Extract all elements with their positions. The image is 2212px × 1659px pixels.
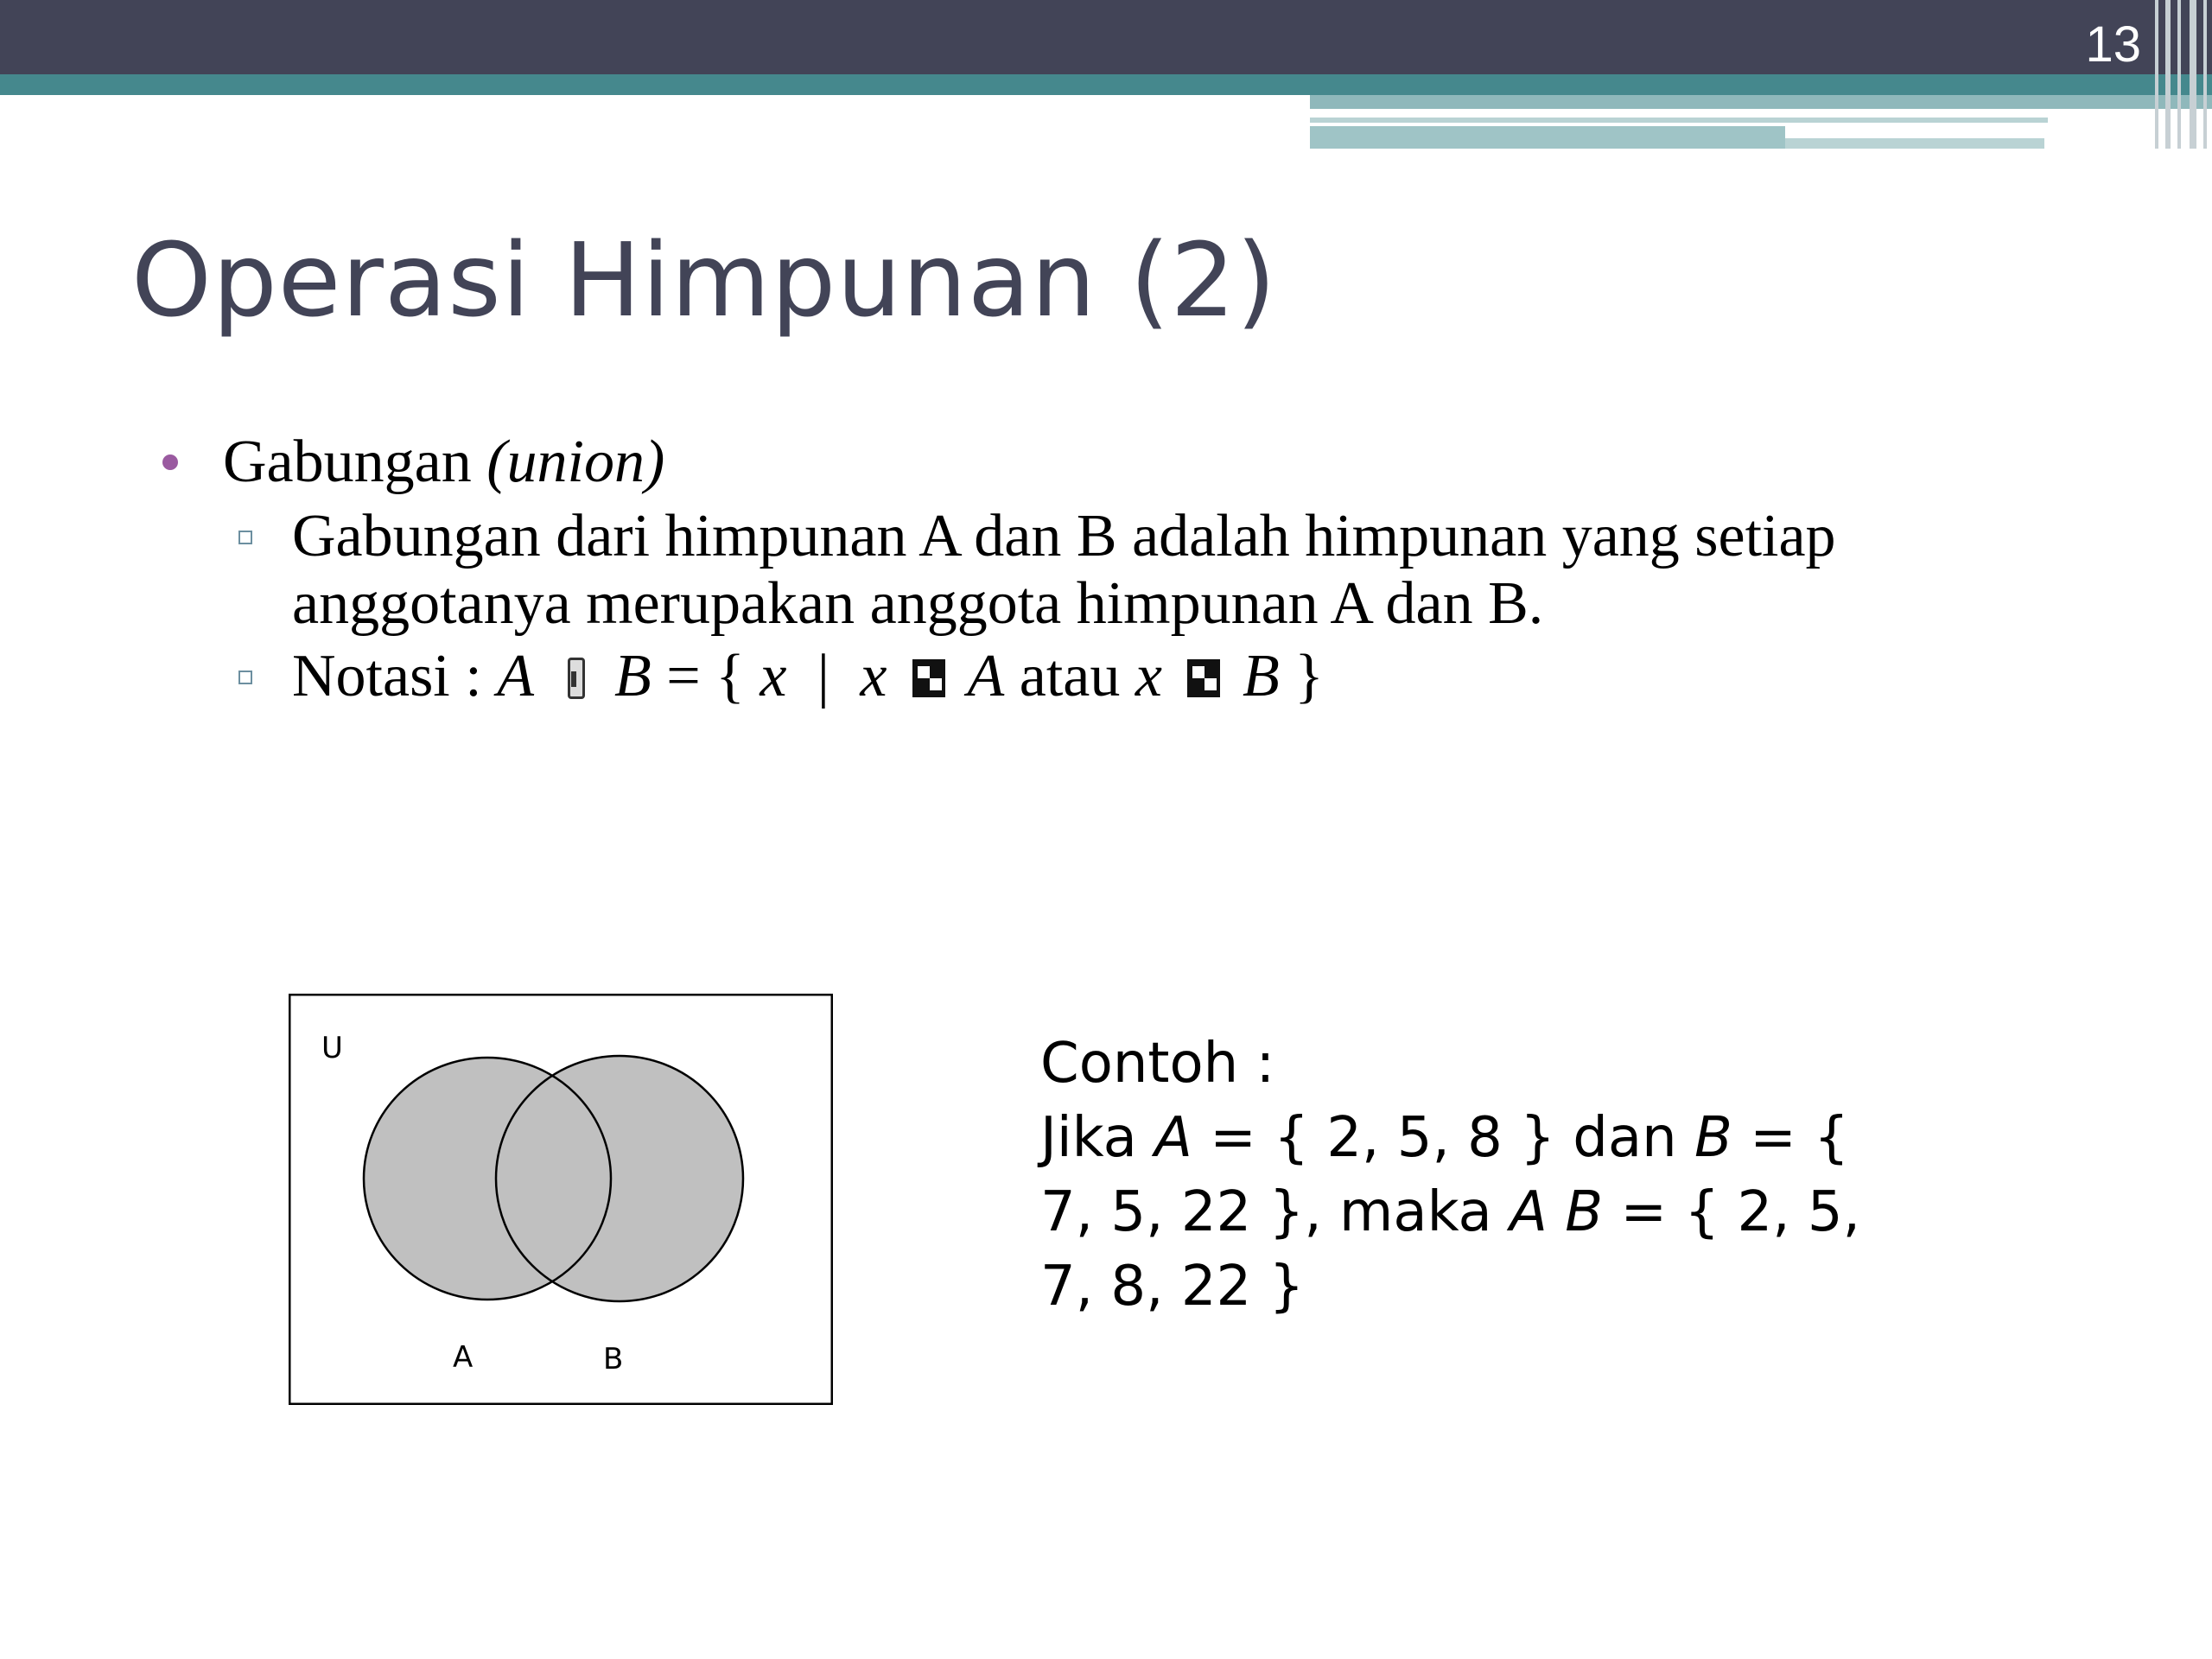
sub-bullet-square-icon: [238, 671, 252, 684]
notation-x: x: [860, 643, 887, 709]
example-line-1: [1040, 1101, 1887, 1175]
header-edge-stripes: [2150, 0, 2212, 149]
notation-label: Notasi :: [292, 643, 482, 709]
notation-set-a: A: [497, 643, 534, 709]
example-text: = { 2, 5,: [1603, 1180, 1860, 1244]
example-text: 7, 5, 22 }, maka: [1040, 1180, 1510, 1244]
sub-bullet-notation: [156, 643, 2100, 710]
set-b-label: B: [603, 1342, 624, 1376]
notation-or: atau: [1019, 643, 1121, 709]
set-a-label: A: [453, 1340, 474, 1375]
example-set-a: A: [1154, 1106, 1192, 1170]
example-block: [1040, 1027, 1887, 1324]
example-line-2: [1040, 1175, 1887, 1249]
notation-set-a: A: [967, 643, 1005, 709]
notation-set-b: B: [613, 643, 652, 709]
example-line-3: 7, 8, 22 }: [1040, 1255, 1305, 1319]
slide-title: Operasi Himpunan (2): [131, 220, 1277, 340]
bullet-union: [156, 425, 2100, 499]
header-accent-stripe: [1310, 95, 2212, 109]
bullet-list: [156, 425, 2100, 710]
example-text: = {: [1732, 1106, 1849, 1170]
example-heading: Contoh :: [1040, 1032, 1275, 1096]
bullet-dot-icon: [162, 454, 178, 470]
sub-bullet-square-icon: [238, 531, 252, 544]
element-of-icon: [1184, 651, 1220, 701]
sub-bullet-definition: [156, 503, 2100, 638]
example-set-b: B: [1565, 1180, 1604, 1244]
example-text: [1548, 1180, 1565, 1244]
notation-bar: |: [817, 643, 830, 709]
element-of-icon: [909, 651, 945, 701]
slide-number: 13: [2085, 16, 2141, 73]
union-symbol-icon: [556, 651, 592, 701]
venn-diagram: [289, 994, 833, 1405]
venn-fill: [364, 1056, 743, 1301]
notation-set-b: B: [1242, 643, 1280, 709]
universe-label: U: [321, 1031, 343, 1065]
header-accent-line-small: [1785, 138, 2044, 149]
notation-x: x: [1135, 643, 1162, 709]
example-set-b: B: [1694, 1106, 1732, 1170]
notation-equals: = {: [666, 643, 745, 709]
notation-close: }: [1294, 643, 1324, 709]
header-accent-block: [1310, 126, 1785, 149]
header-accent-bar: [0, 74, 2212, 95]
definition-text: Gabungan dari himpunan A dan B adalah himpunan yang setiap anggotanya merupakan anggota himpunan A dan B.: [292, 503, 1836, 637]
header-bar: [0, 0, 2212, 74]
header-accent-line: [1310, 118, 2048, 123]
example-text: = { 2, 5, 8 } dan: [1192, 1106, 1694, 1170]
notation-x: x: [760, 643, 787, 709]
example-set-a: A: [1510, 1180, 1548, 1244]
bullet-union-italic: (union): [486, 429, 665, 495]
example-text: Jika: [1040, 1106, 1155, 1170]
bullet-union-text: Gabungan: [223, 429, 472, 495]
